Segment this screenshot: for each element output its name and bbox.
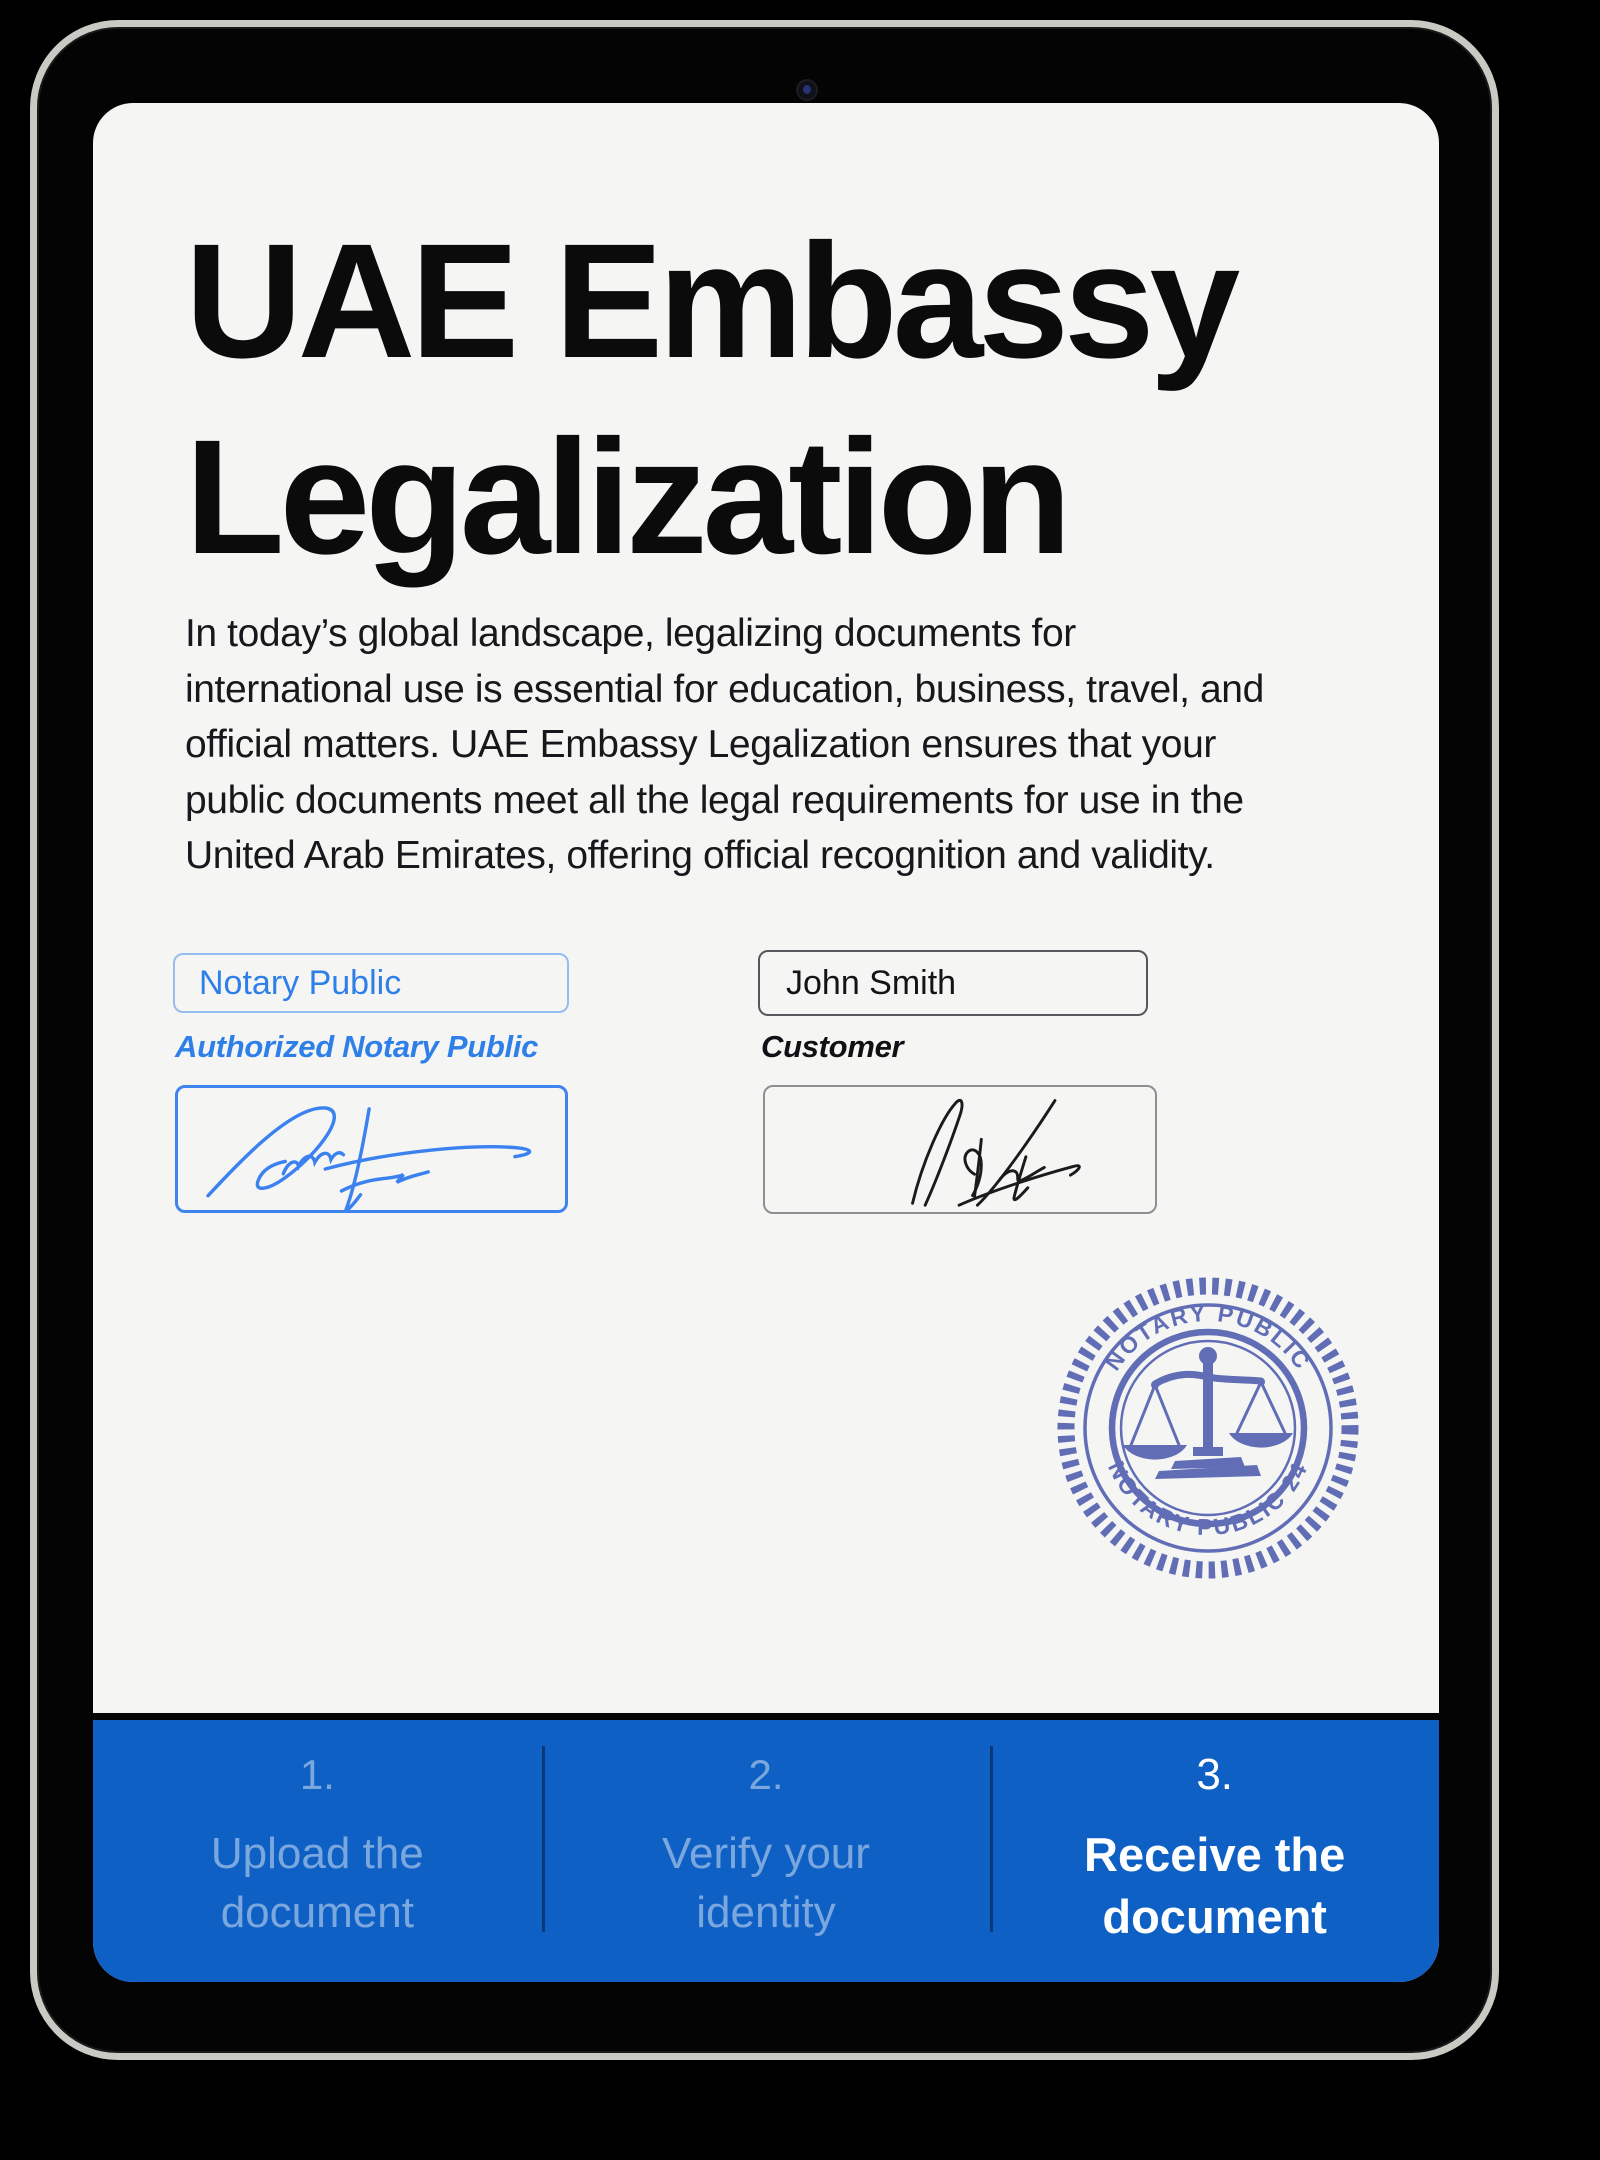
intro-line: public documents meet all the legal requirements for use in the <box>185 778 1244 822</box>
customer-signature-icon <box>765 1087 1155 1212</box>
notary-name-input[interactable] <box>173 953 569 1013</box>
step-verify-identity[interactable] <box>542 1720 991 1982</box>
stamp-arc-top-text: NOTARY PUBLIC <box>1099 1299 1317 1376</box>
step-number: 1. <box>299 1751 335 1798</box>
step-label: Receive the document <box>1084 1828 1346 1943</box>
notary-role-label: Authorized Notary Public <box>175 1029 539 1064</box>
intro-line: official matters. UAE Embassy Legalization ensures that your <box>185 723 1216 766</box>
step-receive-document[interactable] <box>990 1720 1439 1982</box>
step-number: 2. <box>748 1751 784 1798</box>
notary-stamp-icon <box>1055 1275 1361 1581</box>
page-title-line1: UAE Embassy <box>185 209 1236 392</box>
notary-signature-icon <box>178 1088 565 1210</box>
tablet-screen <box>93 103 1439 1982</box>
step-upload-document[interactable] <box>93 1720 542 1982</box>
front-camera-icon <box>798 81 816 99</box>
customer-role-label: Customer <box>761 1029 904 1064</box>
page-title-line2: Legalization <box>185 405 1067 588</box>
stamp-arc-bottom-text: NOTARY PUBLIC 24 <box>1103 1456 1313 1541</box>
step-label: Verify your identity <box>662 1829 870 1937</box>
customer-signature-pad[interactable] <box>763 1085 1157 1214</box>
step-divider <box>990 1746 993 1932</box>
step-number: 3. <box>1196 1750 1234 1799</box>
customer-name-input[interactable] <box>758 950 1148 1016</box>
notary-stamp-seal <box>1055 1275 1361 1581</box>
intro-line: international use is essential for education, business, travel, and <box>185 667 1264 711</box>
step-divider <box>542 1746 545 1932</box>
progress-steps-bar <box>93 1713 1439 1982</box>
intro-line: United Arab Emirates, offering official recognition and validity. <box>185 834 1215 877</box>
scales-of-justice-icon <box>1123 1347 1293 1479</box>
camera-lens-icon <box>803 85 811 94</box>
step-label: Upload the document <box>210 1829 424 1937</box>
intro-paragraph <box>185 606 1264 884</box>
page-title <box>185 203 1235 595</box>
notary-signature-pad[interactable] <box>175 1085 568 1213</box>
intro-line: In today’s global landscape, legalizing documents for <box>185 612 1076 655</box>
